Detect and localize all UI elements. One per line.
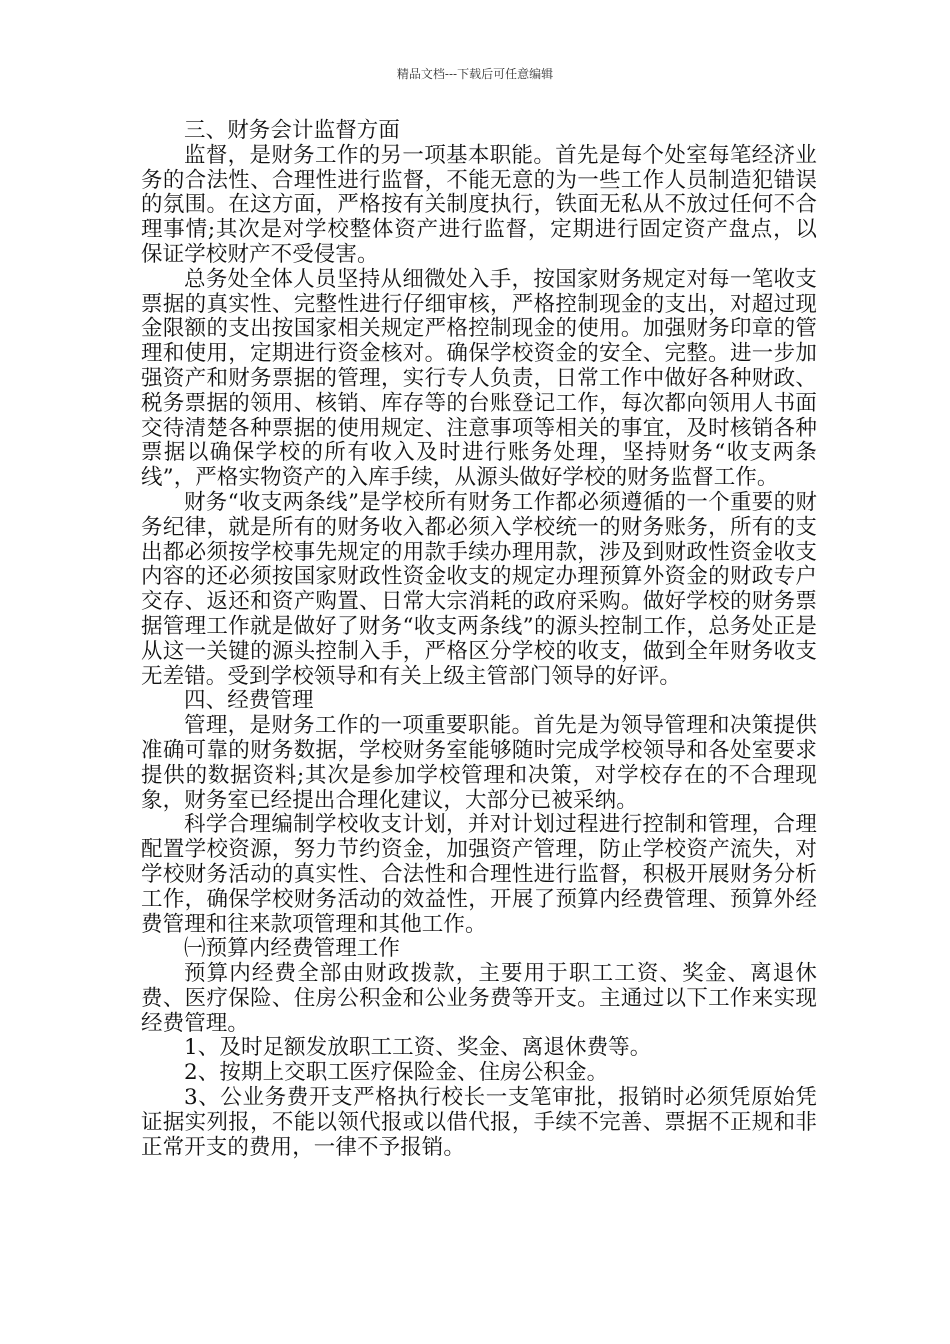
section-heading-funds: 四、经费管理: [184, 688, 314, 714]
paragraph: 管理，是财务工作的一项重要职能。首先是为领导管理和决策提供准确可靠的财务数据，学校财务室能够随时完成学校领导和各处室要求提供的数据资料;其次是参加学校管理和决策，对学校存在的不合理现象，财务室已经提出合理化建议，大部分已被采纳。: [141, 713, 817, 813]
page-header: 精品文档---下载后可任意编辑: [396, 67, 554, 81]
paragraph: 监督，是财务工作的另一项基本职能。首先是每个处室每笔经济业务的合法性、合理性进行监督，不能无意的为一些工作人员制造犯错误的氛围。在这方面，严格按有关制度执行，铁面无私从不放过任何不合理事情;其次是对学校整体资产进行监督，定期进行固定资产盘点，以保证学校财产不受侵害。: [141, 142, 817, 267]
paragraph: 总务处全体人员坚持从细微处入手，按国家财务规定对每一笔收支票据的真实性、完整性进行仔细审核，严格控制现金的支出，对超过现金限额的支出按国家相关规定严格控制现金的使用。加强财务印章的管理和使用，定期进行资金核对。确保学校资金的安全、完整。进一步加强资产和财务票据的管理，实行专人负责，日常工作中做好各种财政、税务票据的领用、核销、库存等的台账登记工作，每次都向领用人书面交待清楚各种票据的使用规定、注意事项等相关的事宜，及时核销各种票据以确保学校的所有收入及时进行账务处理，坚持财务“收支两条线”，严格实物资产的入库手续，从源头做好学校的财务监督工作。: [141, 266, 817, 491]
paragraph: 预算内经费全部由财政拨款，主要用于职工工资、奖金、离退休费、医疗保险、住房公积金和公业务费等开支。主通过以下工作来实现经费管理。: [141, 961, 817, 1036]
section-heading-supervision: 三、财务会计监督方面: [184, 118, 401, 143]
list-item: 2、按期上交职工医疗保险金、住房公积金。: [184, 1060, 609, 1086]
subsection-heading-budget: ㈠预算内经费管理工作: [184, 936, 401, 962]
document-body: [141, 119, 817, 1160]
list-item: 1、及时足额发放职工工资、奖金、离退休费等。: [184, 1035, 652, 1061]
paragraph: 财务“收支两条线”是学校所有财务工作都必须遵循的一个重要的财务纪律，就是所有的财务收入都必须入学校统一的财务账务，所有的支出都必须按学校事先规定的用款手续办理用款，涉及到财政性资金收支内容的还必须按国家财政性资金收支的规定办理预算外资金的财政专户交存、返还和资产购置、日常大宗消耗的政府采购。做好学校的财务票据管理工作就是做好了财务“收支两条线”的源头控制工作，总务处正是从这一关键的源头控制入手，严格区分学校的收支，做到全年财务收支无差错。受到学校领导和有关上级主管部门领导的好评。: [141, 489, 817, 689]
paragraph: 科学合理编制学校收支计划，并对计划过程进行控制和管理，合理配置学校资源，努力节约资金，加强资产管理，防止学校资产流失，对学校财务活动的真实性、合法性和合理性进行监督，积极开展财务分析工作，确保学校财务活动的效益性，开展了预算内经费管理、预算外经费管理和往来款项管理和其他工作。: [141, 812, 817, 937]
list-item: 3、公业务费开支严格执行校长一支笔审批，报销时必须凭原始凭证据实列报，不能以领代报或以借代报，手续不完善、票据不正规和非正常开支的费用，一律不予报销。: [141, 1085, 817, 1160]
